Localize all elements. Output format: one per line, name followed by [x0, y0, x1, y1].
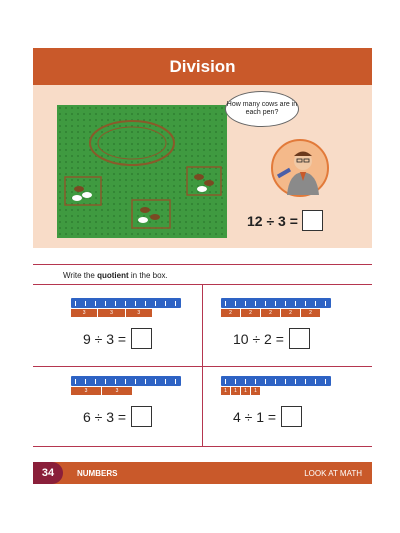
answer-box[interactable] [131, 406, 152, 427]
tick-mark [145, 379, 146, 384]
tick-mark [155, 301, 156, 306]
tick-mark [265, 379, 266, 384]
farm-illustration [57, 105, 227, 238]
tick-mark [145, 301, 146, 306]
tick-mark [175, 379, 176, 384]
tick-mark [275, 379, 276, 384]
jump-label: 1 [251, 387, 261, 395]
tick-mark [115, 379, 116, 384]
jump-label: 3 [98, 309, 125, 317]
jump-label: 3 [102, 387, 133, 395]
instruction-text [63, 271, 168, 280]
tick-mark [175, 301, 176, 306]
problem-cell [221, 298, 361, 373]
problem-cell [221, 376, 361, 451]
tick-mark [305, 379, 306, 384]
tick-mark [325, 301, 326, 306]
number-line [221, 298, 331, 308]
number-line [221, 376, 331, 386]
jump-bar [71, 309, 153, 317]
tick-mark [295, 301, 296, 306]
tick-mark [305, 301, 306, 306]
teacher-icon [273, 141, 327, 195]
tick-mark [125, 379, 126, 384]
answer-box[interactable] [281, 406, 302, 427]
story-panel [33, 85, 372, 248]
tick-mark [295, 379, 296, 384]
tick-mark [135, 379, 136, 384]
tick-mark [235, 379, 236, 384]
series-name: LOOK AT MATH [304, 468, 362, 478]
jump-label: 2 [261, 309, 281, 317]
tick-mark [105, 379, 106, 384]
tick-mark [125, 301, 126, 306]
tick-mark [155, 379, 156, 384]
speech-bubble: How many cows are in each pen? [225, 91, 299, 127]
jump-label: 3 [126, 309, 153, 317]
jump-label: 2 [281, 309, 301, 317]
tick-mark [285, 301, 286, 306]
tick-mark [315, 301, 316, 306]
problem-equation [83, 328, 152, 349]
jump-label: 3 [71, 309, 98, 317]
section-name: NUMBERS [77, 468, 118, 478]
jump-bar [221, 309, 321, 317]
tick-mark [135, 301, 136, 306]
instruction-keyword: quotient [97, 271, 129, 280]
problem-cell [71, 376, 211, 451]
tick-mark [75, 301, 76, 306]
jump-label: 2 [241, 309, 261, 317]
instruction-prefix: Write the [63, 271, 98, 280]
number-line [71, 376, 181, 386]
problem-cell [71, 298, 211, 373]
jump-label: 2 [221, 309, 241, 317]
answer-box[interactable] [289, 328, 310, 349]
worksheet-page [33, 48, 372, 487]
tick-mark [265, 301, 266, 306]
problem-equation [83, 406, 152, 427]
answer-box[interactable] [302, 210, 323, 231]
tick-mark [105, 301, 106, 306]
jump-bar [221, 387, 261, 395]
tick-mark [275, 301, 276, 306]
instruction-suffix: in the box. [128, 271, 168, 280]
number-line [71, 298, 181, 308]
jump-label: 1 [221, 387, 231, 395]
tick-mark [245, 301, 246, 306]
tick-mark [315, 379, 316, 384]
teacher-illustration [271, 139, 329, 197]
equation-text: 10 ÷ 2 = [233, 330, 284, 347]
tick-mark [285, 379, 286, 384]
tick-mark [165, 379, 166, 384]
answer-box[interactable] [131, 328, 152, 349]
problem-equation [233, 328, 310, 349]
tick-mark [235, 301, 236, 306]
tick-mark [245, 379, 246, 384]
tick-mark [325, 379, 326, 384]
top-rule [33, 264, 372, 265]
tick-mark [115, 301, 116, 306]
tick-mark [95, 379, 96, 384]
jump-label: 3 [71, 387, 102, 395]
equation-text: 9 ÷ 3 = [83, 330, 127, 347]
tick-mark [225, 301, 226, 306]
page-title: Division [33, 48, 372, 85]
jump-label: 1 [241, 387, 251, 395]
jump-bar [71, 387, 133, 395]
equation-text: 6 ÷ 3 = [83, 408, 127, 425]
jump-label: 2 [301, 309, 321, 317]
tick-mark [85, 301, 86, 306]
tick-mark [85, 379, 86, 384]
tick-mark [165, 301, 166, 306]
cow-pens-drawing [57, 105, 227, 238]
tick-mark [95, 301, 96, 306]
page-footer [33, 462, 372, 484]
story-equation [247, 210, 323, 231]
tick-mark [75, 379, 76, 384]
tick-mark [255, 301, 256, 306]
problem-equation [233, 406, 302, 427]
tick-mark [255, 379, 256, 384]
tick-mark [225, 379, 226, 384]
story-equation-text: 12 ÷ 3 = [247, 212, 298, 229]
equation-text: 4 ÷ 1 = [233, 408, 277, 425]
jump-label: 1 [231, 387, 241, 395]
page-number: 34 [33, 462, 63, 484]
